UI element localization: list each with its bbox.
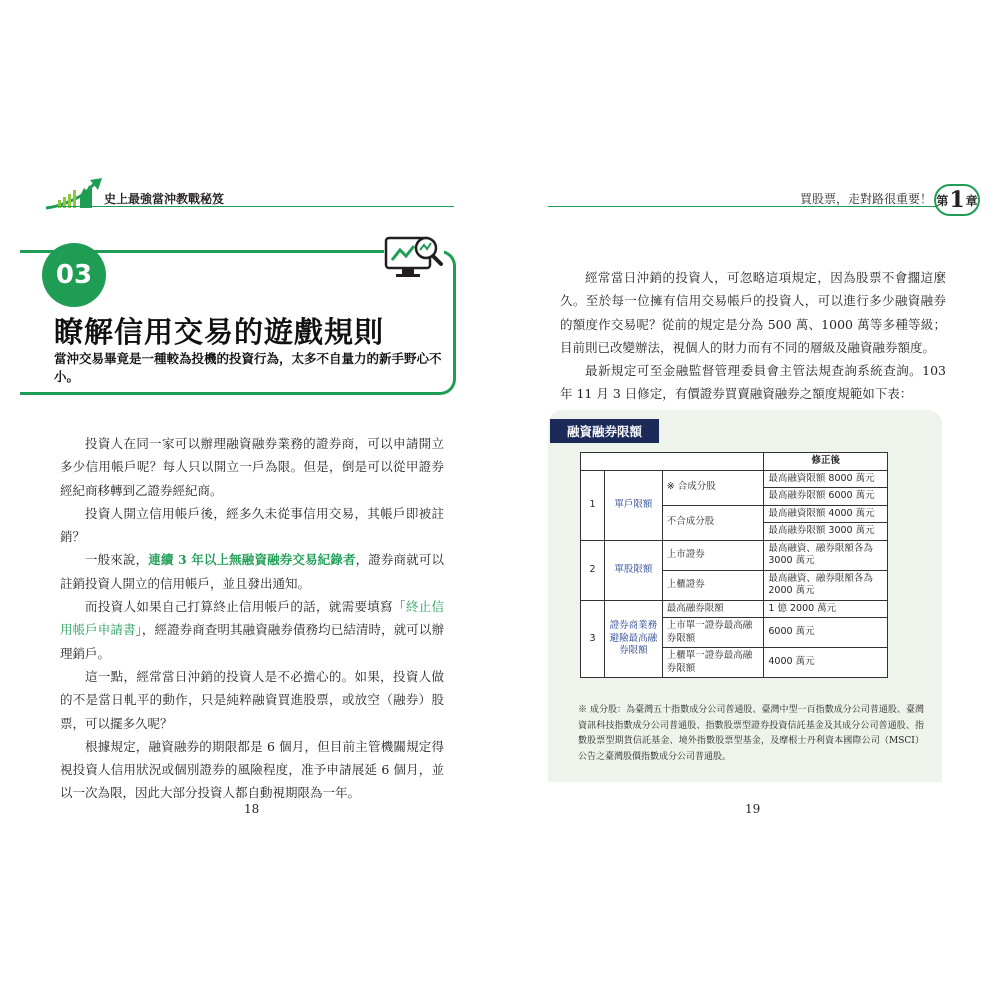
text-run: 而投資人如果自己打算終止信用帳戶的話，就需要填寫「	[85, 599, 406, 615]
row-category: 單戶限額	[604, 470, 662, 540]
paragraph	[60, 595, 444, 665]
header-rule-left	[50, 206, 454, 207]
row-value: 最高融資限額 4000 萬元	[764, 505, 888, 523]
section-subtitle: 當沖交易畢竟是一種較為投機的投資行為，太多不自量力的新手野心不小。	[54, 351, 442, 384]
margin-limit-table	[580, 452, 888, 678]
chapter-prefix: 第	[936, 193, 949, 208]
chapter-badge	[934, 184, 980, 216]
paragraph: 經常當日沖銷的投資人，可忽略這項規定，因為股票不會擱這麼久。至於每一位擁有信用交易帳戶的投資人，可以進行多少融資融券的額度作交易呢？從前的規定是分為 500 萬、1000 萬等多種等級；目前則已改變辦法，視個人的財力而有不同的層級及融資融券額度。	[560, 270, 946, 355]
section-title: 瞭解信用交易的遊戲規則	[54, 315, 385, 349]
row-subcategory: 上市證券	[662, 540, 764, 570]
row-value: 1 億 2000 萬元	[764, 600, 888, 618]
section-number: 03	[42, 243, 106, 307]
row-subcategory: 上市單一證券最高融券限額	[662, 618, 764, 648]
paragraph: 根據規定，融資融券的期限都是 6 個月，但目前主管機關規定得視投資人信用狀況或個別證券的風險程度，准予申請展延 6 個月，並以一次為限，因此大部分投資人都自動視期限為一年。	[60, 738, 444, 801]
page-number-left: 18	[244, 802, 260, 816]
left-running-header	[44, 176, 464, 210]
table-header-row	[581, 453, 888, 471]
row-subcategory: 上櫃證券	[662, 570, 764, 600]
paragraph: 最新規定可至金融監督管理委員會主管法規查詢系統查詢。103 年 11 月 3 日修定，有價證券買賣融資融券之額度規範如下表：	[560, 363, 946, 402]
row-value: 4000 萬元	[764, 648, 888, 678]
table-footnote: ※ 成分股：為臺灣五十指數成分公司普通股、臺灣中型一百指數成分公司普通股、臺灣資訊科技指數成分公司普通股、指數股票型證券投資信託基金及其成分公司普通股、指數股票型期貨信託基金、境外指數股票型基金，及摩根士丹利資本國際公司（MSCI）公告之臺灣股價指數成分公司普通股。	[578, 705, 924, 762]
row-category: 單股限額	[604, 540, 662, 600]
row-value: 最高融資限額 8000 萬元	[764, 470, 888, 488]
table-row	[581, 540, 888, 570]
chapter-running-title: 買股票，走對路很重要！	[799, 192, 932, 206]
highlighted-form-name: 終止信用帳戶申請書	[60, 599, 444, 638]
paragraph: 這一點，經常當日沖銷的投資人是不必擔心的。如果，投資人做的不是當日軋平的動作，只是純粹融資買進股票，或放空（融券）股票，可以擺多久呢？	[60, 668, 444, 731]
left-body-text	[60, 432, 444, 805]
right-body-text	[560, 266, 946, 406]
book-title: 史上最強當沖教戰秘笈	[104, 192, 225, 206]
row-value: 最高融資、融券限額各為 2000 萬元	[764, 570, 888, 600]
row-subcategory: 不合成分股	[662, 505, 764, 540]
text-run: 」，經證券商查明其融資融券債務均已結清時，就可以辦理銷戶。	[60, 622, 444, 661]
row-value: 最高融券限額 6000 萬元	[764, 488, 888, 506]
table-tag: 融資融券限額	[550, 419, 659, 443]
trend-logo-icon	[44, 176, 104, 210]
row-subcategory: 最高融券限額	[662, 600, 764, 618]
paragraph: 投資人開立信用帳戶後，經多久未從事信用交易，其帳戶即被註銷？	[60, 505, 444, 545]
text-run: ，證券商就可以註銷投資人開立的信用帳戶，並且發出通知。	[60, 552, 444, 591]
margin-limit-table-wrap	[580, 452, 888, 678]
monitor-chart-magnifier-icon	[384, 232, 444, 282]
highlighted-text: 連續 3 年以上無融資融券交易紀錄者	[148, 552, 356, 568]
row-number: 1	[581, 470, 605, 540]
table-row	[581, 600, 888, 618]
header-rule-right	[548, 206, 936, 207]
paragraph	[60, 548, 444, 595]
row-value: 最高融券限額 3000 萬元	[764, 523, 888, 541]
text-run: 一般來說，	[85, 552, 149, 568]
row-value: 6000 萬元	[764, 618, 888, 648]
row-number: 2	[581, 540, 605, 600]
row-category: 證券商業務避險最高融券限額	[604, 600, 662, 678]
header-revised: 修正後	[764, 453, 888, 471]
table-row	[581, 470, 888, 488]
row-subcategory: 上櫃單一證券最高融券限額	[662, 648, 764, 678]
row-number: 3	[581, 600, 605, 678]
paragraph: 投資人在同一家可以辦理融資融券業務的證券商，可以申請開立多少信用帳戶呢？每人只以開立一戶為限。但是，倒是可以從甲證券經紀商移轉到乙證券經紀商。	[60, 436, 444, 498]
page-number-right: 19	[745, 802, 761, 816]
chapter-number: 1	[949, 187, 965, 213]
row-value: 最高融資、融券限額各為 3000 萬元	[764, 540, 888, 570]
header-blank	[581, 453, 764, 471]
chapter-suffix: 章	[965, 193, 978, 208]
row-subcategory: ※ 合成分股	[662, 470, 764, 505]
